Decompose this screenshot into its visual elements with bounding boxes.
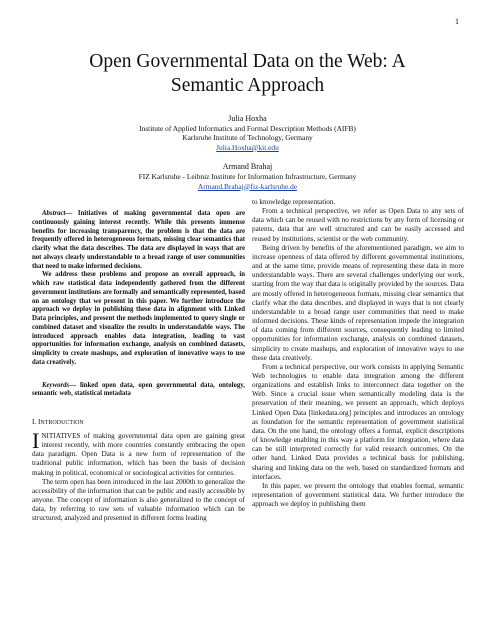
abstract-paragraph: We address these problems and propose an overall approach, in which raw statistical data independently gathered from the different government institutions are formally and semantically represented, based on an ontology that we present in this paper. We further introduce the approach we deploy in publishing these data in alignment with Linked Data principles, and present the methods implemented to query single or combined dataset and visualize the results in understandable ways. The introduced approach enables data integration, leading to vast opportunities for information exchange, analysis on combined datasets, simplicity to create mashups, and exploration of innovative ways to use data creatively. — [32, 271, 245, 366]
author-block — [40, 114, 455, 191]
section-numeral: I. — [32, 418, 37, 426]
body-paragraph: From a technical perspective, our work consists in applying Semantic Web technologies to enable data integration among the different organizations and establish links to interconnect data together on the Web. Since a crucial issue when semantically modeling data is the preservation of their meaning, we present an approach, which deploys Linked Open Data [linkedata.org] principles and introduces an ontology as foundation for the semantic representation of government statistical data. On the one hand, the ontology offers a formal, explicit descriptions of knowledge enabling in this way a platform for integration, where data can be still interpreted correctly for valid research outcomes. On the other hand, Linked Data provides a technical basis for publishing, sharing and linking data on the web, based on standardized formats and interfaces. — [252, 362, 464, 481]
body-paragraph: to knowledge representation. — [252, 198, 336, 206]
left-column — [32, 197, 245, 524]
author-email-link[interactable]: Julia.Hoxha@kit.edu — [216, 142, 279, 152]
author-affiliation: FIZ Karlsruhe - Leibniz Institute for Information Infrastructure, Germany — [138, 171, 357, 181]
abstract-lead: Abstract— — [42, 210, 73, 217]
author-affiliation: Institute of Applied Informatics and Formal Description Methods (AIFB) — [139, 123, 356, 133]
author-name: Julia Hoxha — [228, 114, 267, 123]
title-line-1: Open Governmental Data on the Web: A — [89, 51, 406, 72]
abstract-paragraph: Initiatives of making governmental data open are continuously gaining interest recently. While this presents immense benefits for increasing transparency, the problem is that the data are frequently offered in heterogeneous formats, missing clear semantics that clarify what the data describes. The data are displayed in ways that are not always clearly understandable to a broad range of user communities that need to make informed decisions. — [32, 210, 245, 270]
right-column — [252, 198, 464, 509]
paper-title — [40, 50, 455, 98]
body-paragraph: From a technical perspective, we refer as Open Data to any sets of data which can be reused with no restrictions by any form of licensing or patents, data that are well structured and can be easily accessed and reused by institutions, scientist or the web community. — [252, 207, 464, 243]
keywords-text: linked open data, open governmental data, ontology, semantic web, statistical metadata — [32, 381, 245, 398]
body-paragraph: Being driven by benefits of the aforementioned paradigm, we aim to increase openness of data offered by different governmental institutions, and at the same time, provide means of representing these data in more understandable ways. There are several challenges underlying our work, starting from the way that data is originally provided by the sources. Data are mostly offered in heterogeneous formats, missing clear semantics that clarify what the data describes, and displayed in ways that is not clearly understandable to a broad range user communities that need to make informed decisions. These kinds of representation impede the integration of data coming from different sources, consequently leading to limited opportunities for information exchange, analysis on combined datasets, simplicity to create mashups, and exploration of innovative ways to use these data creatively. — [252, 243, 464, 362]
drop-cap: I — [32, 428, 40, 453]
abstract — [32, 210, 245, 368]
body-paragraph: The term open has been introduced in the last 2000th to generalize the accessibility of the information that can be public and easily accessible by anyone. The concept of information is also generalized to the concept of data, by referring to raw sets of valuable information which can be structured, analyzed and presented in different forms leading — [32, 477, 245, 523]
page-number: 1 — [455, 17, 459, 26]
section-body — [32, 428, 245, 524]
author-name: Armand Brahaj — [222, 162, 273, 172]
section-heading — [32, 418, 245, 428]
author-affiliation: Karlsruhe Institute of Technology, Germany — [182, 133, 313, 143]
keywords — [32, 382, 245, 400]
section-heading-rest: NTRODUCTION — [40, 420, 84, 426]
title-line-2: Semantic Approach — [170, 75, 325, 96]
body-paragraph: In this paper, we present the ontology that enables formal, semantic representation of government statistical data. We further introduce the approach we deploy in publishing them — [252, 481, 464, 509]
body-paragraph: NITIATIVES of making governmental data open are gaining great interest recently, with more countries constantly embracing the open data paradigm. Open Data is a new form of representation of the traditional public information, which has been the basis of decision making in political, economical or sociological activities for centuries. — [32, 432, 245, 477]
section-heading-initial: I — [38, 418, 41, 426]
author-email-link[interactable]: Armand.Brahaj@fiz-karlsruhe.de — [197, 181, 298, 191]
keywords-lead: Keywords— — [42, 381, 76, 389]
